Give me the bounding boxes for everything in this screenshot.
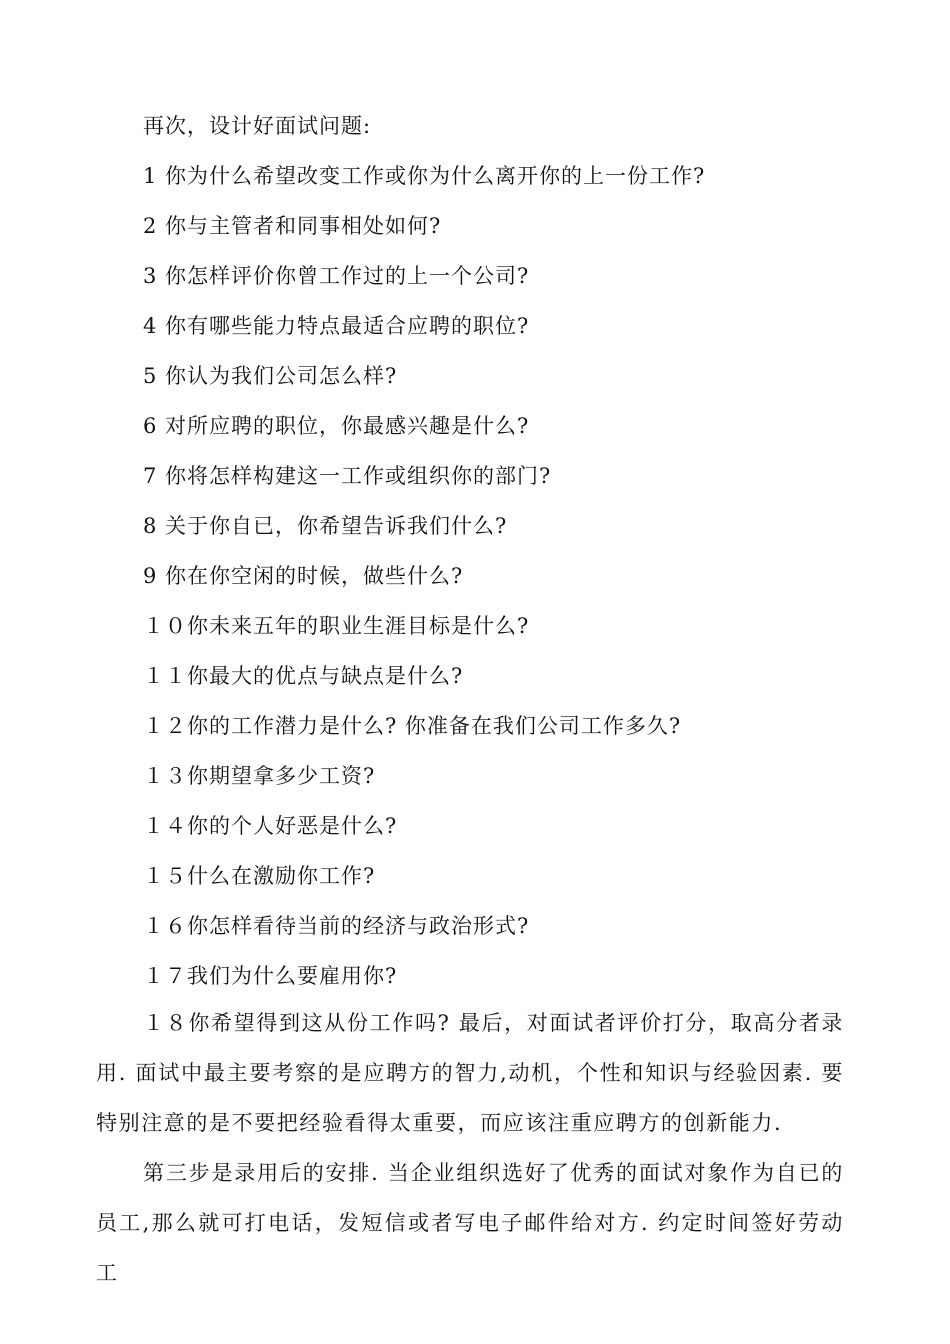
question-1: 1 你为什么希望改变工作或你为什么离开你的上一份工作? <box>143 164 706 188</box>
question-17: １７我们为什么要雇用你? <box>143 964 398 988</box>
question-7: 7 你将怎样构建这一工作或组织你的部门? <box>143 464 552 488</box>
intro-line: 再次，设计好面试问题: <box>143 114 372 138</box>
question-4: 4 你有哪些能力特点最适合应聘的职位? <box>143 314 530 338</box>
question-6: 6 对所应聘的职位，你最感兴趣是什么? <box>143 414 530 438</box>
question-9: 9 你在你空闲的时候，做些什么? <box>143 564 464 588</box>
question-5: 5 你认为我们公司怎么样? <box>143 364 398 388</box>
question-12: １２你的工作潜力是什么? 你准备在我们公司工作多久? <box>143 714 682 738</box>
paragraph-step3: 第三步是录用后的安排. 当企业组织选好了优秀的面试对象作为自已的员工,那么就可打电话，发短信或者写电子邮件给对方. 约定时间签好劳动工 <box>96 1161 844 1285</box>
question-2: 2 你与主管者和同事相处如何? <box>143 214 442 238</box>
question-15: １５什么在激励你工作? <box>143 864 376 888</box>
question-10: １０你未来五年的职业生涯目标是什么? <box>143 614 530 638</box>
paragraph-18: １８你希望得到这从份工作吗? 最后，对面试者评价打分，取高分者录用. 面试中最主要考察的是应聘方的智力,动机，个性和知识与经验因素. 要特别注意的是不要把经验看得太重要，而应该注重应聘方的创新能力. <box>96 1011 844 1135</box>
question-16: １６你怎样看待当前的经济与政治形式? <box>143 914 530 938</box>
question-13: １３你期望拿多少工资? <box>143 764 376 788</box>
question-14: １４你的个人好恶是什么? <box>143 814 398 838</box>
question-11: １１你最大的优点与缺点是什么? <box>143 664 464 688</box>
question-8: 8 关于你自已，你希望告诉我们什么? <box>143 514 508 538</box>
question-3: 3 你怎样评价你曾工作过的上一个公司? <box>143 264 530 288</box>
